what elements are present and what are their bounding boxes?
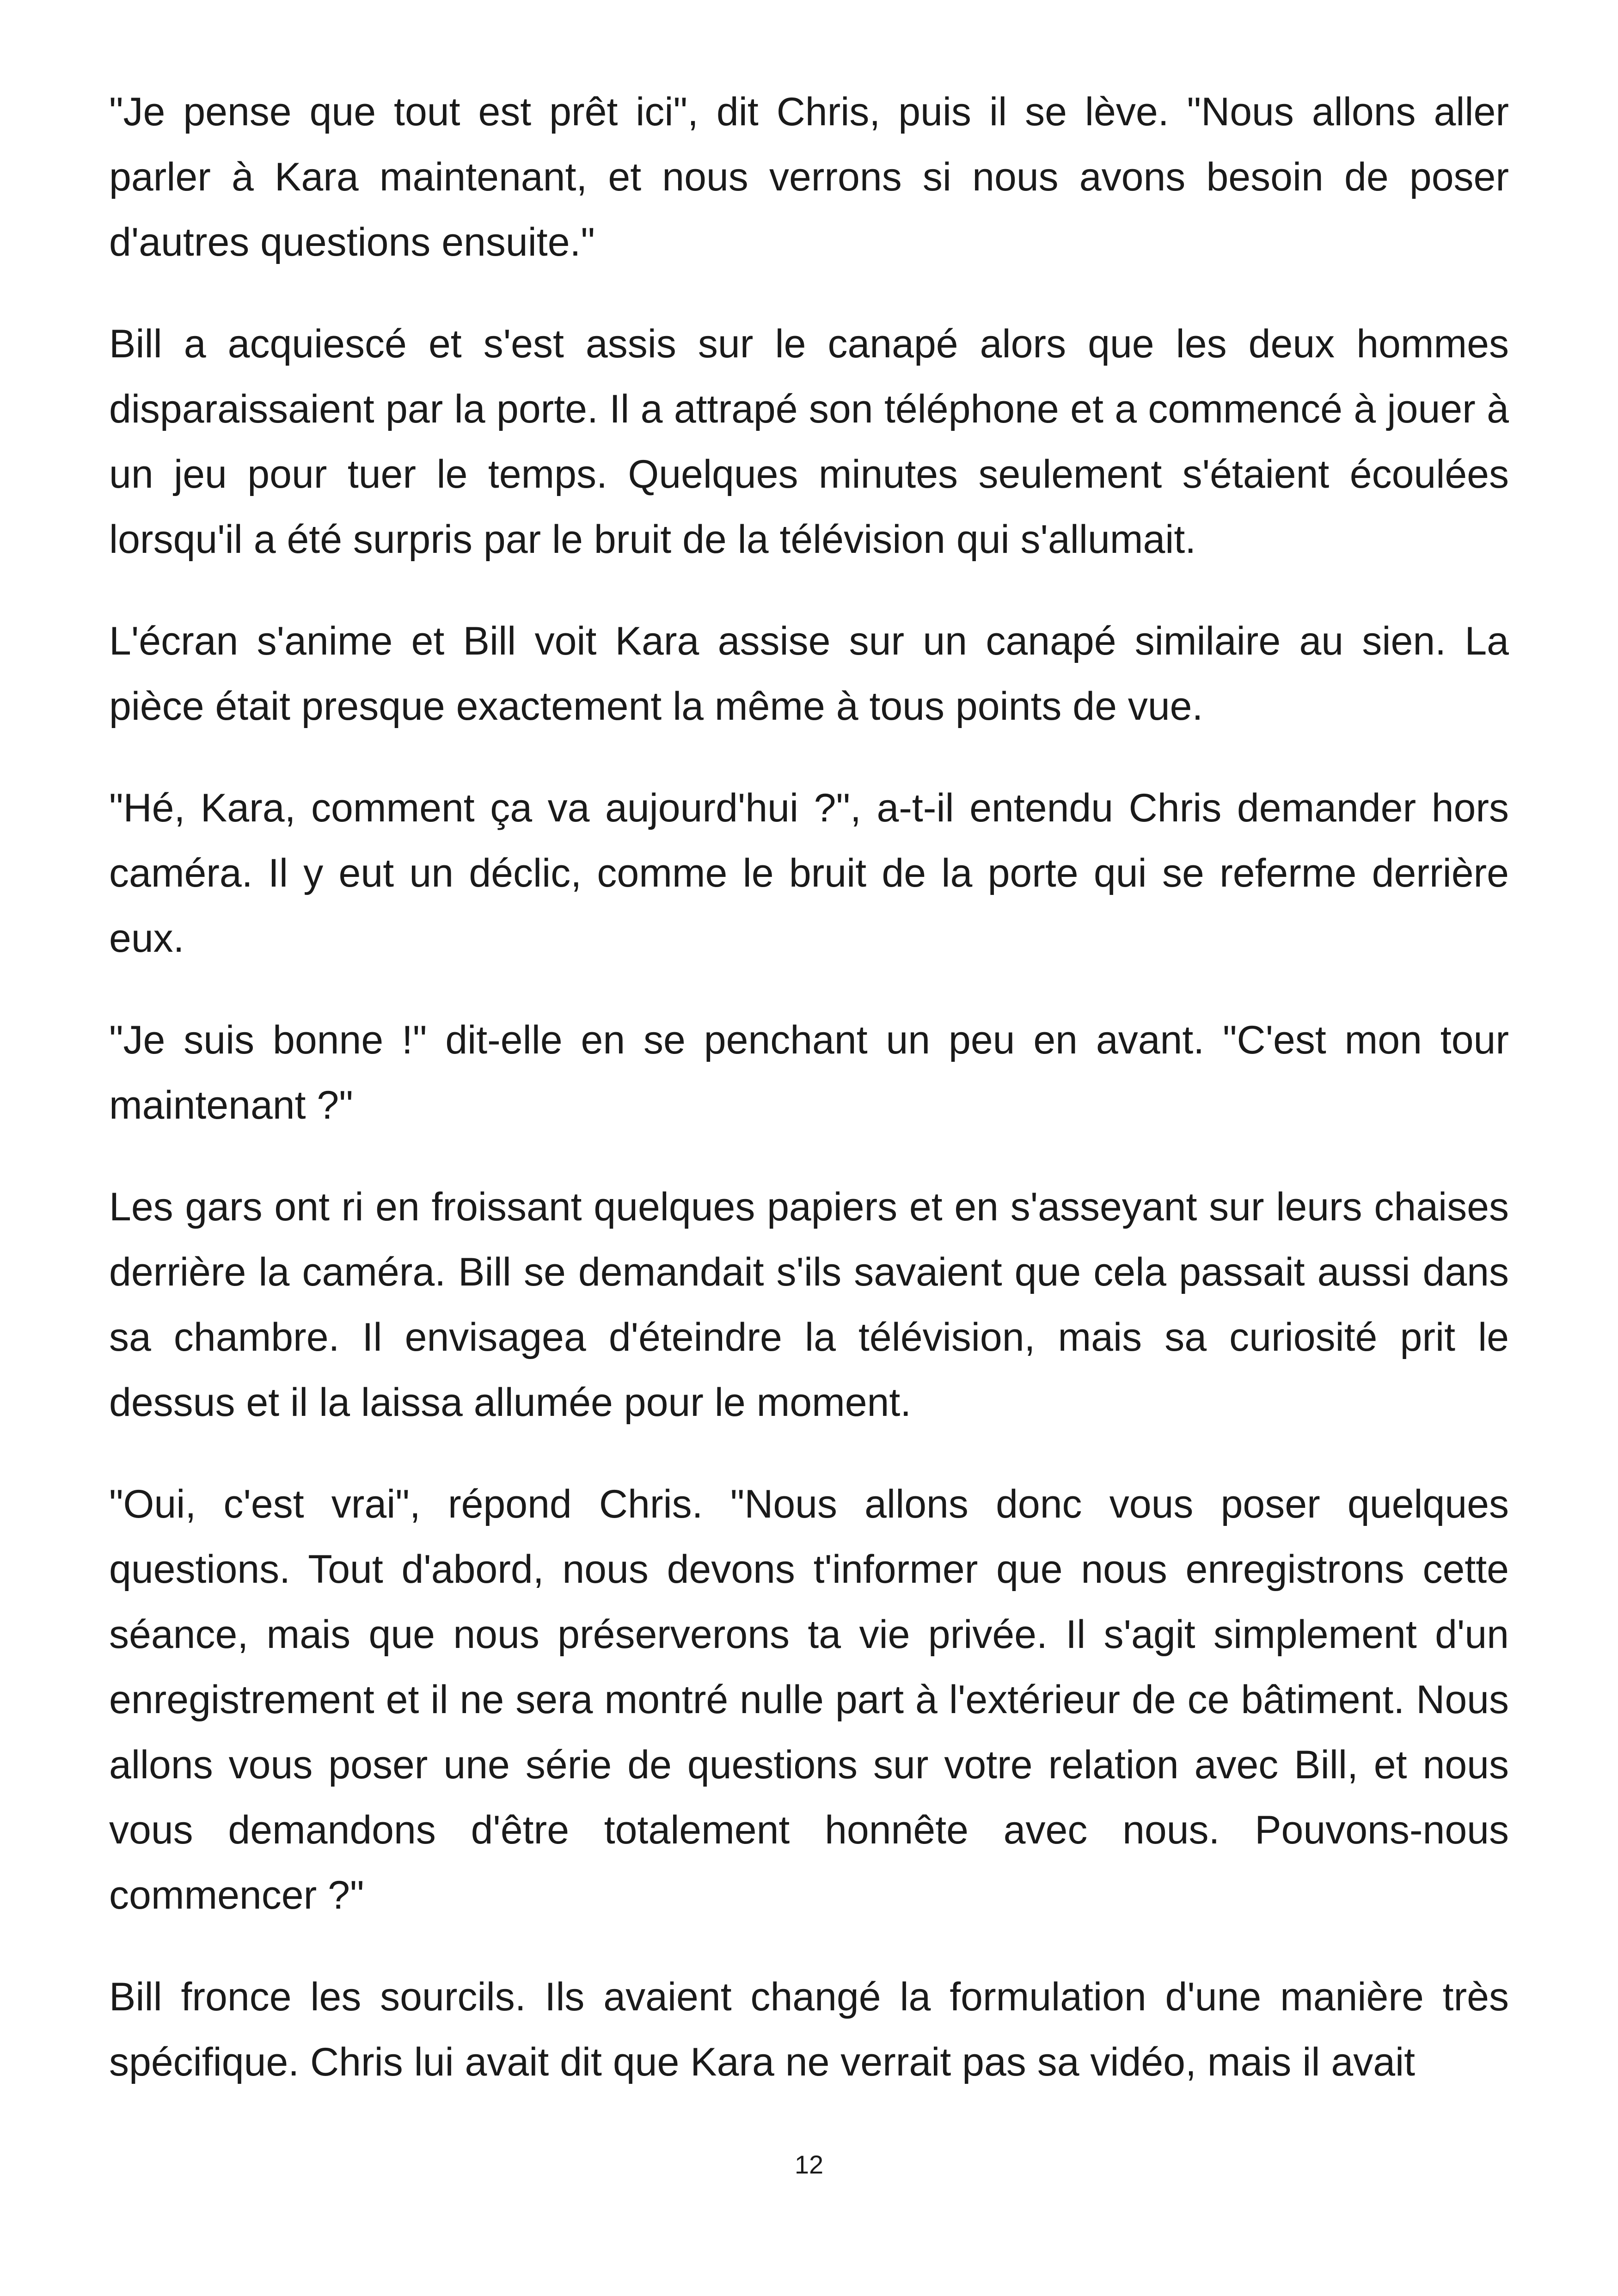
paragraph-4: "Hé, Kara, comment ça va aujourd'hui ?", a-t-il entendu Chris demander hors caméra. Il y eut un déclic, comme le bruit de la porte qui se referme derrière eux.: [109, 786, 1509, 961]
paragraph-1: "Je pense que tout est prêt ici", dit Chris, puis il se lève. "Nous allons aller parler à Kara maintenant, et nous verrons si nous avons besoin de poser d'autres questions ensuite.": [109, 90, 1509, 264]
paragraph-8: Bill fronce les sourcils. Ils avaient changé la formulation d'une manière très spécifique. Chris lui avait dit que Kara ne verrait pas sa vidéo, mais il avait: [109, 1975, 1509, 2084]
paragraph-2: Bill a acquiescé et s'est assis sur le canapé alors que les deux hommes disparaissaient par la porte. Il a attrapé son téléphone et a commencé à jouer à un jeu pour tuer le temps. Quelques minutes seulement s'étaient écoulées lorsqu'il a été surpris par le bruit de la télévision qui s'allumait.: [109, 322, 1509, 562]
body-text: [109, 80, 1509, 2131]
paragraph-3: L'écran s'anime et Bill voit Kara assise sur un canapé similaire au sien. La pièce était presque exactement la même à tous points de vue.: [109, 619, 1509, 729]
paragraph-6: Les gars ont ri en froissant quelques papiers et en s'asseyant sur leurs chaises derrière la caméra. Bill se demandait s'ils savaient que cela passait aussi dans sa chambre. Il envisagea d'éteindre la télévision, mais sa curiosité prit le dessus et il la laissa allumée pour le moment.: [109, 1185, 1509, 1425]
paragraph-7: "Oui, c'est vrai", répond Chris. "Nous allons donc vous poser quelques questions. Tout d'abord, nous devons t'informer que nous enregistrons cette séance, mais que nous préserverons ta vie privée. Il s'agit simplement d'un enregistrement et il ne sera montré nulle part à l'extérieur de ce bâtiment. Nous allons vous poser une série de questions sur votre relation avec Bill, et nous vous demandons d'être totalement honnête avec nous. Pouvons-nous commencer ?": [109, 1482, 1509, 1917]
page-number: 12: [794, 2150, 824, 2179]
paragraph-5: "Je suis bonne !" dit-elle en se penchant un peu en avant. "C'est mon tour maintenant ?": [109, 1018, 1509, 1127]
